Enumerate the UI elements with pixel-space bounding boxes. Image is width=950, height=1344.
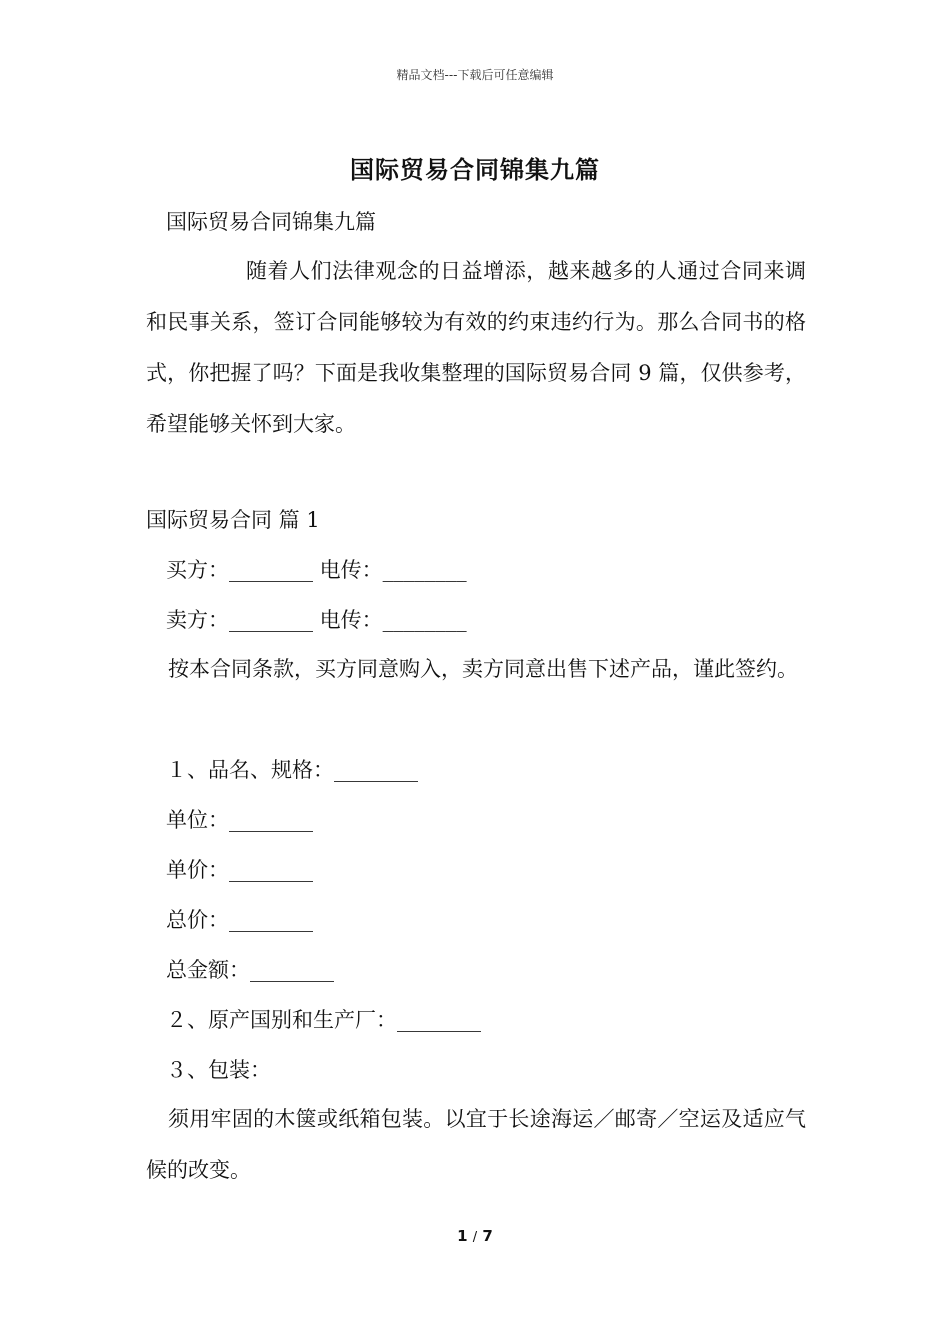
item2-line: ２、原产国别和生产厂：________ <box>166 1008 481 1032</box>
intro-paragraph: 随着人们法律观念的日益增添，越来越多的人通过合同来调和民事关系，签订合同能够较为有效的约束违约行为。那么合同书的格式，你把握了吗？下面是我收集整理的国际贸易合同 9 篇，仅供参考，希望能够关怀到大家。 <box>146 259 806 436</box>
item1-line: １、品名、规格：________ <box>166 758 418 782</box>
unit-price-line: 单价：________ <box>166 858 313 882</box>
page-current: 1 <box>457 1227 468 1245</box>
seller-line: 卖方：________ 电传：________ <box>166 608 467 632</box>
section-heading: 国际贸易合同 篇 1 <box>146 508 320 532</box>
document-title: 国际贸易合同锦集九篇 <box>350 155 600 184</box>
page-total: 7 <box>482 1227 493 1245</box>
packing-paragraph: 须用牢固的木箧或纸箱包装。以宜于长途海运／邮寄／空运及适应气候的改变。 <box>146 1107 806 1182</box>
total-amount-line: 总金额：________ <box>166 958 334 982</box>
agreement-paragraph: 按本合同条款，买方同意购入，卖方同意出售下述产品，谨此签约。 <box>168 657 798 681</box>
page-number <box>0 1227 950 1245</box>
header-note: 精品文档---下载后可任意编辑 <box>396 68 554 82</box>
page-separator: / <box>472 1230 478 1245</box>
unit-line: 单位：________ <box>166 808 313 832</box>
document-subtitle: 国际贸易合同锦集九篇 <box>166 210 376 234</box>
buyer-line: 买方：________ 电传：________ <box>166 558 467 582</box>
total-price-line: 总价：________ <box>166 908 313 932</box>
item3-line: ３、包装： <box>166 1058 271 1082</box>
